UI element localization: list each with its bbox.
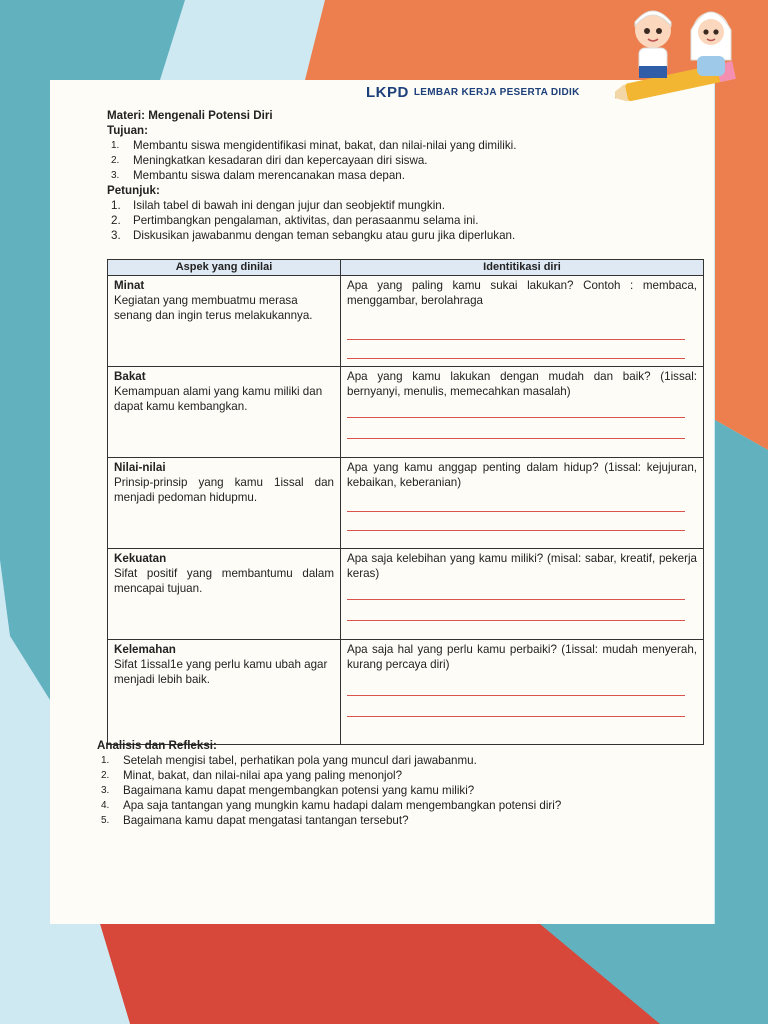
aspect-description: Kemampuan alami yang kamu miliki dan dapat kamu kembangkan. (114, 385, 323, 413)
aspect-cell (108, 549, 341, 640)
table-row (108, 367, 704, 458)
answer-line[interactable] (347, 620, 685, 621)
answer-line[interactable] (347, 530, 685, 531)
table-row (108, 640, 704, 745)
list-item: 3. Bagaimana kamu dapat mengembangkan potensi yang kamu miliki? (101, 784, 475, 797)
tujuan-list (107, 138, 707, 183)
table-row (108, 549, 704, 640)
question-text: Apa yang kamu anggap penting dalam hidup? (1issal: kejujuran, kebaikan, keberanian) (347, 461, 697, 489)
aspect-name: Minat (114, 279, 145, 292)
answer-cell[interactable] (341, 276, 704, 367)
answer-cell[interactable] (341, 367, 704, 458)
answer-cell[interactable] (341, 549, 704, 640)
petunjuk-list (107, 198, 707, 243)
aspect-name: Kelemahan (114, 643, 176, 656)
question-text: Apa saja hal yang perlu kamu perbaiki? (1issal: mudah menyerah, kurang percaya diri) (347, 643, 697, 671)
answer-line[interactable] (347, 438, 685, 439)
aspect-cell (108, 640, 341, 745)
table-row (108, 458, 704, 549)
answer-cell[interactable] (341, 458, 704, 549)
petunjuk-heading: Petunjuk: (107, 184, 160, 197)
aspect-cell (108, 458, 341, 549)
column-header-aspect: Aspek yang dinilai (108, 260, 341, 276)
answer-line[interactable] (347, 339, 685, 340)
list-item: 4. Apa saja tantangan yang mungkin kamu hadapi dalam mengembangkan potensi diri? (101, 799, 562, 812)
analysis-list (97, 753, 697, 828)
list-item: 1. Membantu siswa mengidentifikasi minat, bakat, dan nilai-nilai yang dimiliki. (111, 139, 517, 152)
answer-line[interactable] (347, 695, 685, 696)
aspect-description: Sifat positif yang membantumu dalam mencapai tujuan. (114, 567, 334, 595)
aspect-cell (108, 276, 341, 367)
list-item: 1. Isilah tabel di bawah ini dengan jujur dan seobjektif mungkin. (111, 199, 445, 212)
list-item: 3. Diskusikan jawabanmu dengan teman sebangku atau guru jika diperlukan. (111, 229, 516, 242)
answer-line[interactable] (347, 599, 685, 600)
aspect-description: Prinsip-prinsip yang kamu 1issal dan menjadi pedoman hidupmu. (114, 476, 334, 504)
tujuan-heading: Tujuan: (107, 124, 148, 137)
analysis-heading: Analisis dan Refleksi: (97, 739, 217, 752)
worksheet-intro (107, 108, 707, 243)
aspect-name: Bakat (114, 370, 146, 383)
list-item: 2. Pertimbangkan pengalaman, aktivitas, dan perasaanmu selama ini. (111, 214, 479, 227)
aspect-cell (108, 367, 341, 458)
worksheet-header (366, 80, 628, 104)
materi-title: Materi: Mengenali Potensi Diri (107, 109, 273, 122)
answer-line[interactable] (347, 417, 685, 418)
lkpd-title: LKPD (366, 83, 409, 101)
column-header-identification: Identitikasi diri (341, 260, 704, 276)
question-text: Apa yang paling kamu sukai lakukan? Contoh : membaca, menggambar, berolahraga (347, 279, 697, 307)
aspect-description: Sifat 1issal1e yang perlu kamu ubah agar menjadi lebih baik. (114, 658, 328, 686)
question-text: Apa yang kamu lakukan dengan mudah dan baik? (1issal: bernyanyi, menulis, memecahkan masalah) (347, 370, 697, 398)
list-item: 3. Membantu siswa dalam merencanakan masa depan. (111, 169, 405, 182)
lkpd-subtitle: LEMBAR KERJA PESERTA DIDIK (413, 86, 580, 98)
aspect-name: Kekuatan (114, 552, 167, 565)
answer-line[interactable] (347, 716, 685, 717)
kids-on-pencil-illustration (615, 0, 750, 112)
list-item: 2. Meningkatkan kesadaran diri dan kepercayaan diri siswa. (111, 154, 428, 167)
list-item: 2. Minat, bakat, dan nilai-nilai apa yang paling menonjol? (101, 769, 403, 782)
self-identification-table (107, 259, 704, 745)
answer-cell[interactable] (341, 640, 704, 745)
list-item: 1. Setelah mengisi tabel, perhatikan pola yang muncul dari jawabanmu. (101, 754, 477, 767)
analysis-section (97, 738, 697, 828)
answer-line[interactable] (347, 511, 685, 512)
table-row (108, 276, 704, 367)
question-text: Apa saja kelebihan yang kamu miliki? (misal: sabar, kreatif, pekerja keras) (347, 552, 697, 580)
aspect-description: Kegiatan yang membuatmu merasa senang dan ingin terus melakukannya. (114, 294, 313, 322)
list-item: 5. Bagaimana kamu dapat mengatasi tantangan tersebut? (101, 814, 409, 827)
aspect-name: Nilai-nilai (114, 461, 166, 474)
answer-line[interactable] (347, 358, 685, 359)
